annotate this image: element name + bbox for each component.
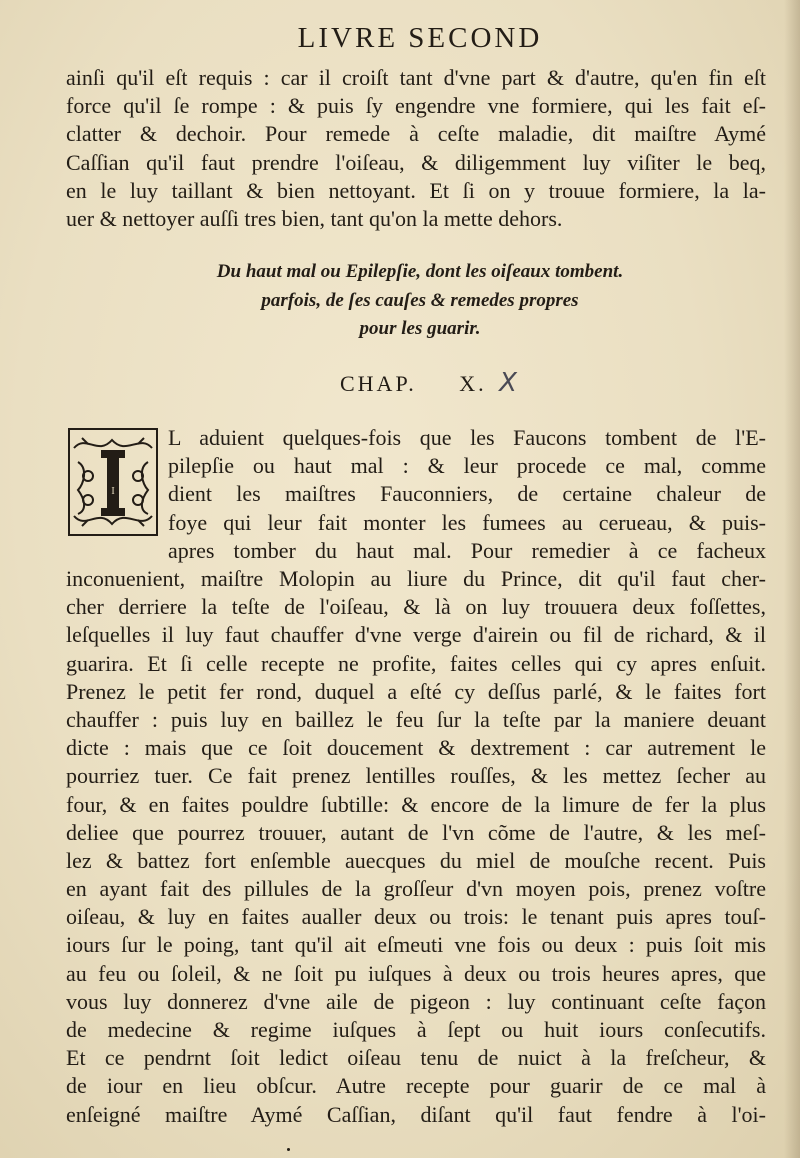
text-line: leſquelles il luy faut chauffer d'vne verge d'airein ou fil de richard, & il bbox=[66, 622, 766, 648]
text-line: chauffer : puis luy en baillez le feu ſur la teſte par la maniere deuant bbox=[66, 706, 766, 732]
text-line: dicte : mais que ce ſoit doucement & dextrement : car autrement le bbox=[66, 735, 766, 761]
text-line: apres tomber du haut mal. Pour remedier à ce facheux bbox=[168, 537, 766, 563]
text-line: guarira. Et ſi celle recepte ne profite, faites celles qui cy apres enſuit. bbox=[66, 650, 766, 676]
text-line: four, & en faites pouldre ſubtille: & encore de la limure de fer la plus bbox=[66, 791, 766, 817]
text-line: force qu'il ſe rompe : & puis ſy engendre vne formiere, qui les fait eſ- bbox=[66, 93, 766, 119]
text-line: pourriez tuer. Ce fait prenez lentilles rouſſes, & les mettez ſecher au bbox=[66, 763, 766, 789]
text-line: de medecine & regime iuſques à ſept ou huit iours conſecutifs. bbox=[66, 1017, 766, 1042]
text-line: iours ſur le poing, tant qu'il ait eſmeuti vne fois ou deux : puis ſoit mis bbox=[66, 932, 766, 958]
text-line: oiſeau, & luy en faites aualler deux ou trois: le tenant puis apres touſ- bbox=[66, 904, 766, 930]
pencil-margin-note: X bbox=[499, 368, 517, 398]
text-line: en le luy taillant & bien nettoyant. Et ſi on y trouue formiere, la la- bbox=[66, 177, 766, 203]
running-head: LIVRE SECOND bbox=[297, 22, 543, 54]
chapter-label bbox=[340, 368, 517, 399]
text-line: Caſſian qu'il faut prendre l'oiſeau, & diligemment luy viſiter le beq, bbox=[66, 149, 766, 175]
chapter-number: X. bbox=[459, 371, 487, 396]
text-line: pilepſie ou haut mal : & leur procede ce mal, comme bbox=[168, 453, 766, 479]
text-line: dient les maiſtres Fauconniers, de certaine chaleur de bbox=[168, 481, 766, 507]
heading-line: parfois, de ſes cauſes & remedes propres bbox=[261, 289, 579, 311]
text-line: ainſi qu'il eſt requis : car il croiſt tant d'vne part & d'autre, qu'en fin eſt bbox=[66, 65, 766, 90]
text-line: vous luy donnerez d'vne aile de pigeon : luy continuant ceſte façon bbox=[66, 988, 766, 1014]
text-line: cher derriere la teſte de l'oiſeau, & là on luy trouuera deux foſſettes, bbox=[66, 594, 766, 620]
paragraph-body bbox=[66, 565, 766, 1129]
paragraph-continued bbox=[66, 64, 766, 233]
page-edge-shadow bbox=[784, 0, 800, 1158]
text-line: foye qui leur fait monter les fumees au cerueau, & puis- bbox=[168, 509, 766, 535]
paragraph-indented bbox=[168, 424, 766, 565]
text-line: Et ce pendrnt ſoit ledict oiſeau tenu de nuict à la freſcheur, & bbox=[66, 1045, 766, 1071]
text-line: inconuenient, maiſtre Molopin au liure du Prince, dit qu'il faut cher- bbox=[66, 566, 766, 591]
heading-line: Du haut mal ou Epilepſie, dont les oiſeaux tombent. bbox=[216, 261, 624, 282]
text-line: de iour en lieu obſcur. Autre recepte pour guarir de ce mal à bbox=[66, 1073, 766, 1099]
text-line: deliee que pourrez trouuer, autant de l'vn cõme de l'autre, & les meſ- bbox=[66, 819, 766, 845]
footer-dot bbox=[287, 1148, 290, 1151]
text-line: Prenez le petit fer rond, duquel a eſté cy deſſus parlé, & le faites fort bbox=[66, 678, 766, 704]
text-line: clatter & dechoir. Pour remede à ceſte maladie, dit maiſtre Aymé bbox=[66, 121, 766, 147]
text-line: uer & nettoyer auſſi tres bien, tant qu'on la mette dehors. bbox=[66, 205, 563, 231]
text-line: enſeigné maiſtre Aymé Caſſian, diſant qu'il faut fendre à l'oi- bbox=[66, 1101, 766, 1127]
text-line: L aduient quelques-fois que les Faucons tombent de l'E- bbox=[168, 425, 766, 450]
text-line: au feu ou ſoleil, & ne ſoit pu iuſques à deux ou trois heures apres, que bbox=[66, 960, 766, 986]
section-heading bbox=[150, 258, 690, 344]
text-line: lez & battez fort enſemble auecques du miel de mouſche recent. Puis bbox=[66, 847, 766, 873]
heading-line: pour les guarir. bbox=[359, 318, 481, 339]
text-line: en ayant fait des pillules de la groſſeur d'vn moyen pois, prenez voſtre bbox=[66, 876, 766, 902]
decorated-initial-letter-icon bbox=[68, 428, 158, 536]
chapter-word: CHAP. bbox=[340, 371, 417, 396]
initial-letter: I bbox=[111, 486, 115, 497]
